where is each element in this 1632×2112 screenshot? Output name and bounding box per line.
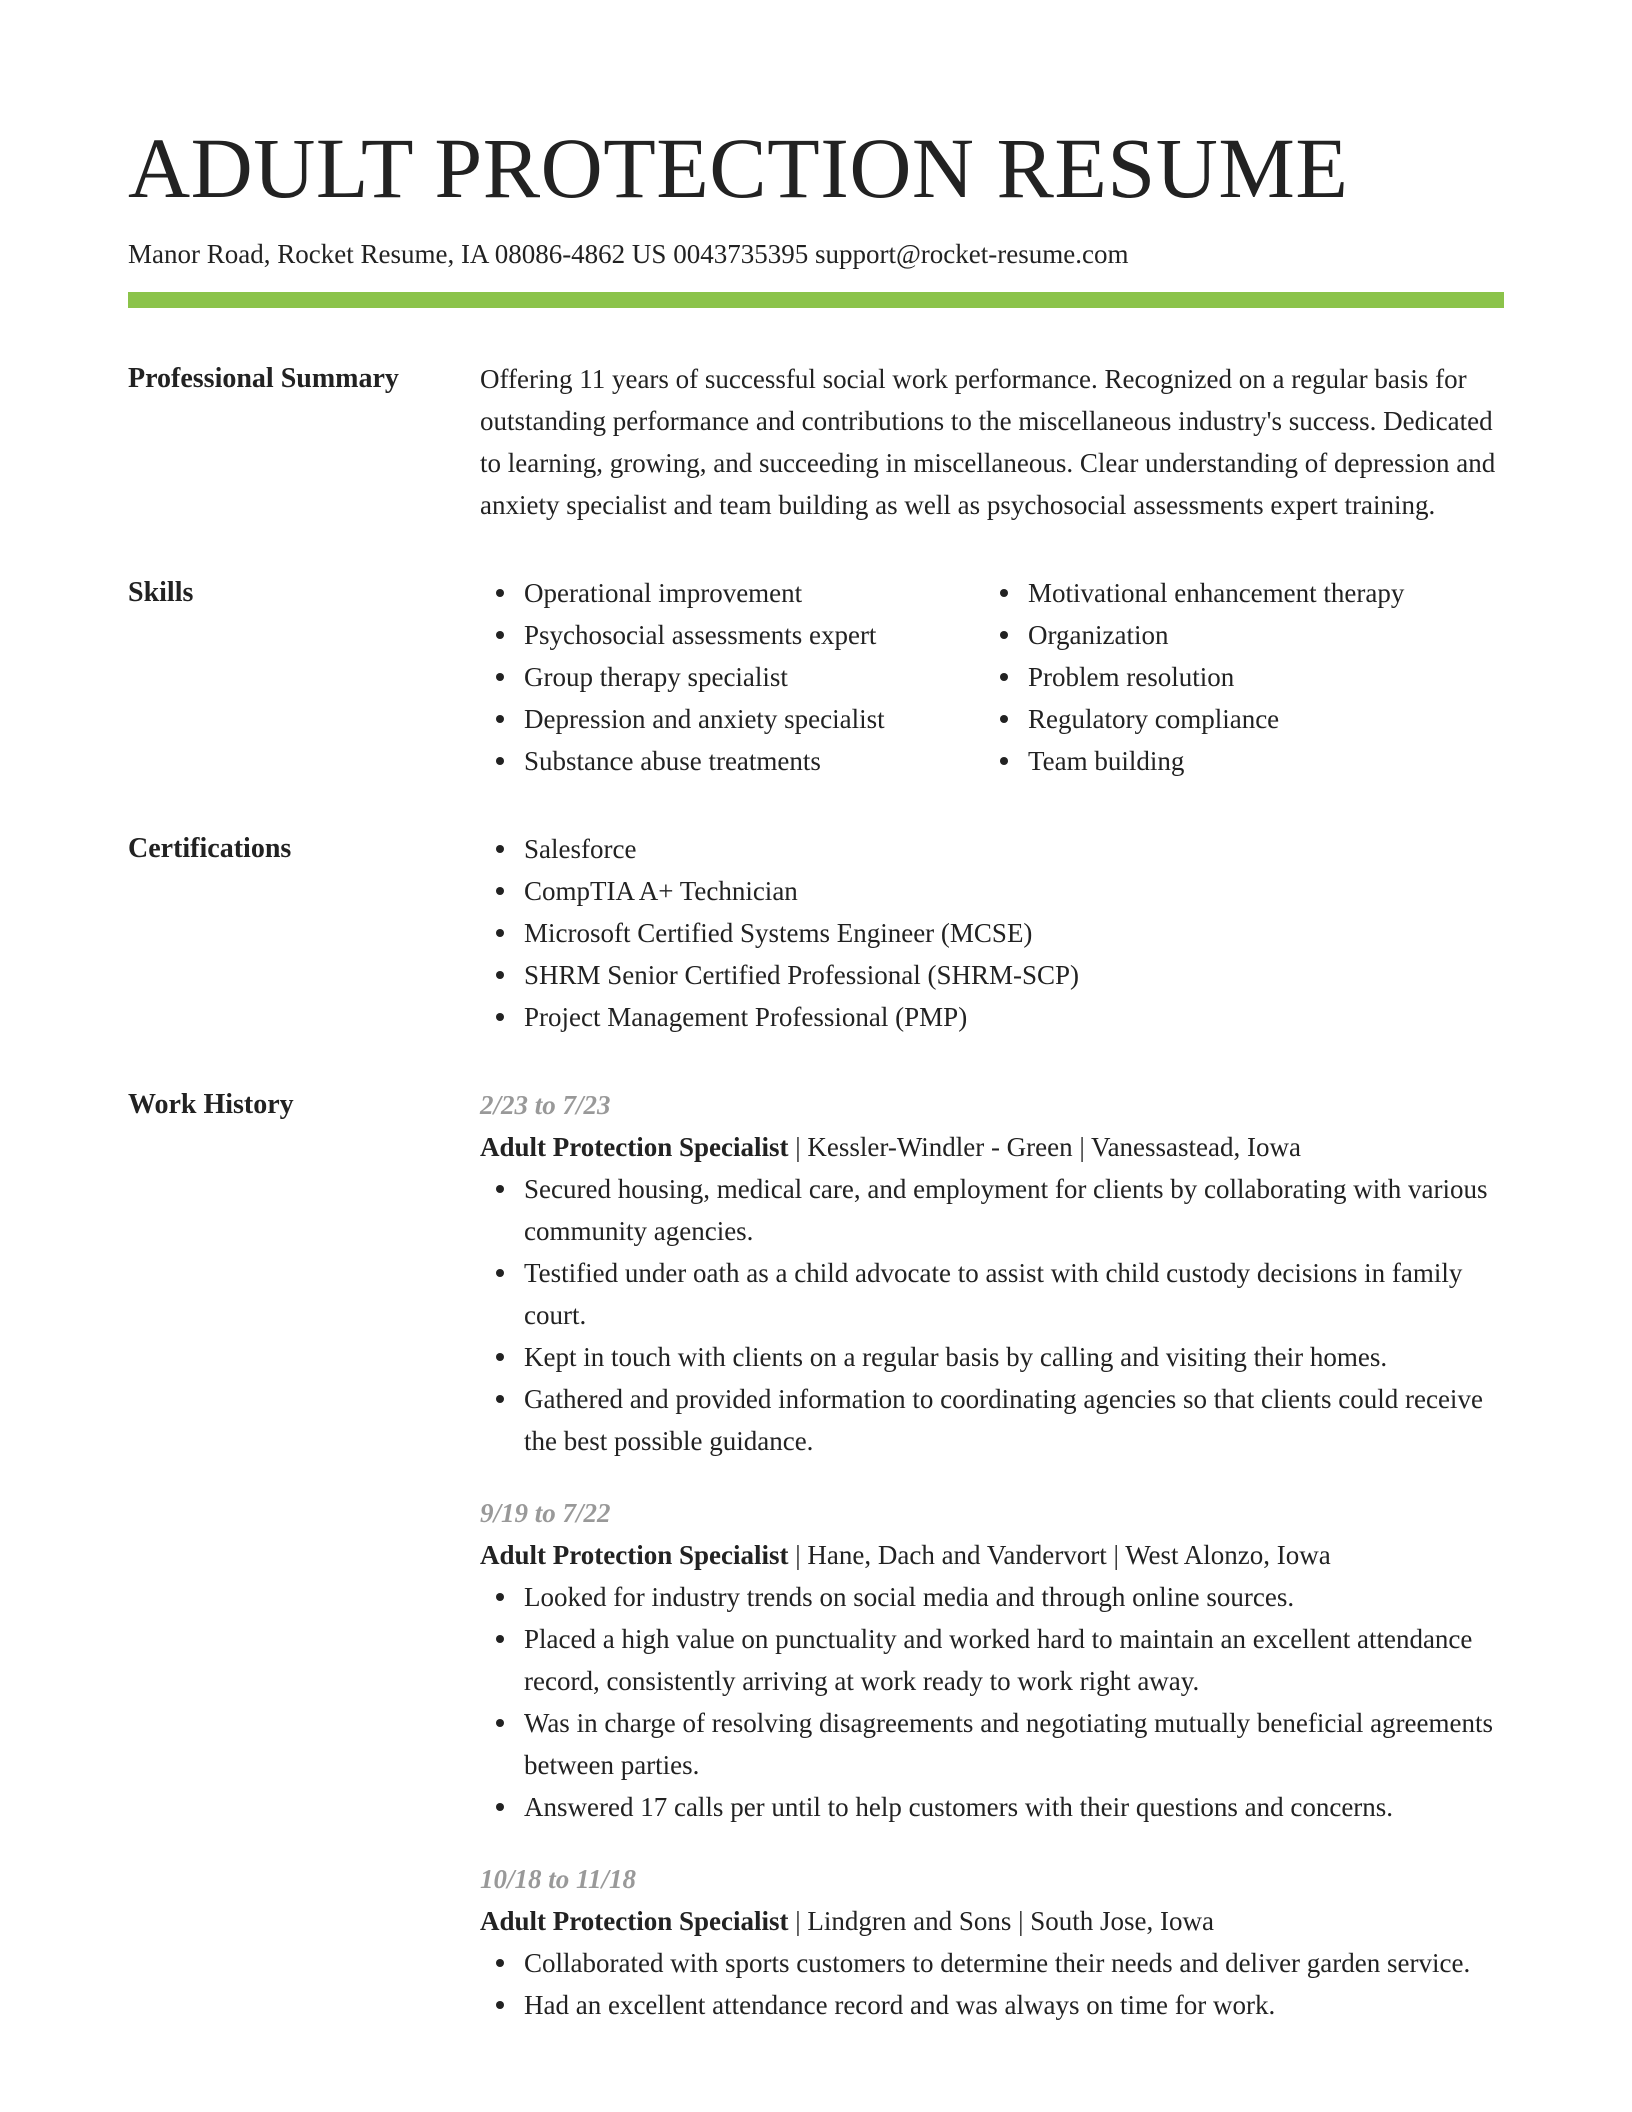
skill-item: Team building	[1028, 740, 1404, 782]
job-heading	[480, 1126, 1504, 1168]
work-history-heading: Work History	[128, 1089, 294, 1120]
skills-section	[128, 572, 1504, 782]
summary-text: Offering 11 years of successful social work performance. Recognized on a regular basis for outstanding performance and contributions to the miscellaneous industry's success. Dedicated to learning, growing, and succeeding in miscellaneous. Clear understanding of depression and anxiety specialist and team building as well as psychosocial assessments expert training.	[480, 364, 1496, 520]
certifications-list	[480, 828, 1504, 1038]
job-details: | Hane, Dach and Vandervort | West Alonzo, Iowa	[788, 1540, 1331, 1570]
skill-item: Organization	[1028, 614, 1404, 656]
job-dates: 10/18 to 11/18	[480, 1864, 637, 1894]
job-bullet: Kept in touch with clients on a regular basis by calling and visiting their homes.	[524, 1336, 1504, 1378]
certifications-heading: Certifications	[128, 833, 292, 864]
contact-line: Manor Road, Rocket Resume, IA 08086-4862 US 0043735395 support@rocket-resume.com	[128, 239, 1129, 269]
skills-grid	[480, 572, 1504, 782]
job-bullet: Looked for industry trends on social media and through online sources.	[524, 1576, 1504, 1618]
certifications-section	[128, 828, 1504, 1038]
certification-item: CompTIA A+ Technician	[524, 870, 1504, 912]
skill-item: Psychosocial assessments expert	[524, 614, 984, 656]
job-bullet: Collaborated with sports customers to determine their needs and deliver garden service.	[524, 1942, 1504, 1984]
summary-section	[128, 358, 1504, 526]
job-dates: 9/19 to 7/22	[480, 1498, 611, 1528]
header-divider	[128, 292, 1504, 308]
skills-list-right	[984, 572, 1404, 782]
job-details: | Kessler-Windler - Green | Vanessastead, Iowa	[788, 1132, 1301, 1162]
job-bullets	[480, 1576, 1504, 1828]
job-entry	[480, 1084, 1504, 1462]
certification-item: Microsoft Certified Systems Engineer (MCSE)	[524, 912, 1504, 954]
job-bullet: Testified under oath as a child advocate to assist with child custody decisions in family court.	[524, 1252, 1504, 1336]
summary-heading: Professional Summary	[128, 363, 399, 394]
job-title: Adult Protection Specialist	[480, 1540, 789, 1570]
job-dates: 2/23 to 7/23	[480, 1090, 611, 1120]
certification-item: SHRM Senior Certified Professional (SHRM-SCP)	[524, 954, 1504, 996]
job-bullets	[480, 1168, 1504, 1462]
job-details: | Lindgren and Sons | South Jose, Iowa	[788, 1906, 1215, 1936]
skill-item: Regulatory compliance	[1028, 698, 1404, 740]
job-bullet: Was in charge of resolving disagreements and negotiating mutually beneficial agreements between parties.	[524, 1702, 1504, 1786]
job-heading	[480, 1900, 1504, 1942]
skill-item: Operational improvement	[524, 572, 984, 614]
job-title: Adult Protection Specialist	[480, 1906, 789, 1936]
job-bullets	[480, 1942, 1504, 2026]
skill-item: Motivational enhancement therapy	[1028, 572, 1404, 614]
job-bullet: Had an excellent attendance record and was always on time for work.	[524, 1984, 1504, 2026]
certification-item: Project Management Professional (PMP)	[524, 996, 1504, 1038]
skill-item: Substance abuse treatments	[524, 740, 984, 782]
job-bullet: Answered 17 calls per until to help customers with their questions and concerns.	[524, 1786, 1504, 1828]
work-history-section	[128, 1084, 1504, 2056]
skill-item: Group therapy specialist	[524, 656, 984, 698]
certifications-body	[480, 828, 1504, 1038]
skill-item: Depression and anxiety specialist	[524, 698, 984, 740]
job-entry	[480, 1492, 1504, 1828]
job-bullet: Secured housing, medical care, and employment for clients by collaborating with various community agencies.	[524, 1168, 1504, 1252]
skill-item: Problem resolution	[1028, 656, 1404, 698]
job-heading	[480, 1534, 1504, 1576]
skills-heading: Skills	[128, 577, 194, 608]
work-history-body	[480, 1084, 1504, 2056]
job-bullet: Gathered and provided information to coordinating agencies so that clients could receive the best possible guidance.	[524, 1378, 1504, 1462]
job-title: Adult Protection Specialist	[480, 1132, 789, 1162]
certification-item: Salesforce	[524, 828, 1504, 870]
resume-title: ADULT PROTECTION RESUME	[128, 120, 1349, 216]
skills-list-left	[480, 572, 984, 782]
job-entry	[480, 1858, 1504, 2026]
job-bullet: Placed a high value on punctuality and worked hard to maintain an excellent attendance record, consistently arriving at work ready to work right away.	[524, 1618, 1504, 1702]
